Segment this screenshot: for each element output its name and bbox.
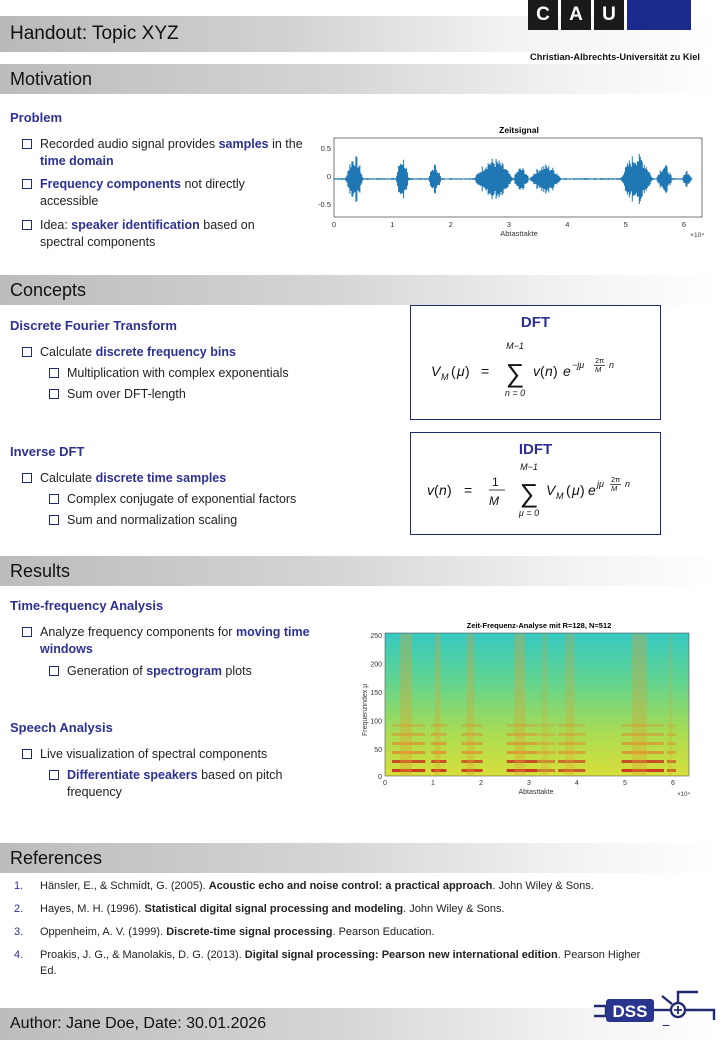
dft-title: Discrete Fourier Transform [10, 318, 177, 333]
reference-item: 2. Hayes, M. H. (1996). Statistical digital signal processing and modeling. John Wiley & Sons. [14, 903, 505, 915]
x-exponent: ×10⁴ [690, 232, 704, 239]
dss-logo [592, 986, 720, 1036]
checkbox-bullet-icon [49, 368, 59, 378]
page-title: Handout: Topic XYZ [0, 16, 720, 52]
spectrogram-column [632, 634, 647, 775]
idft-formula [411, 461, 660, 533]
sub-bullet: Complex conjugate of exponential factors [49, 491, 389, 508]
dft-formula [411, 334, 660, 414]
svg-text:jμ: jμ [597, 479, 604, 489]
x-tick: 2 [479, 780, 483, 787]
y-tick: 0.5 [320, 144, 331, 153]
svg-text:M: M [556, 491, 564, 501]
x-tick: 1 [390, 220, 395, 229]
dft-formula-box [410, 305, 661, 420]
svg-text:n = 0: n = 0 [504, 388, 526, 398]
svg-text:M: M [441, 372, 449, 382]
x-tick: 0 [331, 220, 337, 229]
checkbox-bullet-icon [22, 139, 32, 149]
svg-text:(: ( [540, 363, 545, 379]
time-signal-plot [312, 120, 712, 245]
svg-text:V: V [431, 363, 441, 379]
dft-box-title: DFT [520, 314, 551, 331]
svg-text:−: − [662, 1017, 671, 1033]
svg-text:∑: ∑ [505, 358, 525, 388]
checkbox-bullet-icon [22, 347, 32, 357]
reference-list [12, 878, 652, 986]
x-tick: 5 [623, 220, 628, 229]
x-tick: 6 [671, 780, 675, 787]
x-tick: 3 [527, 780, 531, 787]
bullet-speaker: Idea: speaker identification based on spectral components [22, 217, 287, 251]
bullet-dft: Calculate discrete frequency bins [22, 344, 392, 361]
checkbox-bullet-icon [22, 179, 32, 189]
svg-text:2π: 2π [595, 356, 605, 365]
spectrogram-column [400, 634, 412, 775]
spectrogram-column [565, 634, 575, 775]
x-axis-label: Abtasttakte [500, 229, 538, 238]
svg-text:1: 1 [492, 475, 499, 489]
svg-text:): ) [465, 363, 470, 379]
reference-item: 3. Oppenheim, A. V. (1999). Discrete-time signal processing. Pearson Education. [14, 926, 435, 938]
y-tick: 250 [370, 633, 382, 640]
author-footer: Author: Jane Doe, Date: 30.01.2026 [0, 1008, 720, 1040]
sub-bullet: Generation of spectrogram plots [49, 663, 329, 680]
svg-text:e: e [588, 482, 596, 498]
y-tick: 200 [370, 661, 382, 669]
svg-text:=: = [464, 482, 473, 498]
checkbox-bullet-icon [49, 494, 59, 504]
bullet-frequency: Frequency components not directly accessible [22, 176, 277, 210]
bullet-idft: Calculate discrete time samples [22, 470, 392, 487]
svg-text:v: v [533, 363, 540, 379]
svg-text:2π: 2π [611, 475, 621, 484]
y-axis-label: Frequenzindex μ [362, 683, 369, 736]
svg-text:): ) [553, 363, 558, 379]
svg-text:(: ( [566, 482, 571, 498]
svg-text:−jμ: −jμ [572, 360, 585, 370]
svg-text:M: M [489, 494, 499, 508]
svg-text:μ: μ [572, 482, 580, 498]
idft-title: Inverse DFT [10, 444, 85, 459]
svg-text:v: v [427, 482, 434, 498]
svg-text:(: ( [434, 482, 439, 498]
x-tick: 4 [565, 220, 570, 229]
idft-formula-box [410, 432, 661, 535]
idft-box-title: IDFT [518, 441, 553, 458]
svg-text:M: M [611, 484, 618, 493]
logo-letter-c: C [528, 0, 558, 30]
checkbox-bullet-icon [22, 749, 32, 759]
checkbox-bullet-icon [49, 389, 59, 399]
svg-text:n: n [625, 479, 631, 489]
spectrogram-column [669, 634, 672, 775]
university-name: Christian-Albrechts-Universität zu Kiel [530, 52, 700, 62]
x-tick: 4 [575, 780, 579, 787]
checkbox-bullet-icon [49, 515, 59, 525]
x-tick: 6 [681, 220, 687, 229]
svg-text:M−1: M−1 [506, 341, 524, 351]
section-references: References [0, 843, 720, 873]
sub-bullet: Sum over DFT-length [49, 386, 389, 403]
bullet-speech: Live visualization of spectral components [22, 746, 342, 763]
svg-text:μ: μ [457, 363, 465, 379]
x-tick: 1 [431, 780, 435, 787]
checkbox-bullet-icon [22, 627, 32, 637]
svg-text:n: n [609, 360, 615, 370]
section-motivation: Motivation [0, 64, 720, 94]
sub-bullet: Multiplication with complex exponentials [49, 365, 389, 382]
x-tick: 3 [506, 220, 512, 229]
x-tick: 2 [448, 220, 453, 229]
dss-logo-text: DSS [612, 1002, 648, 1021]
x-exponent: ×10⁴ [677, 792, 690, 798]
reference-item: 4. Proakis, J. G., & Manolakis, D. G. (2013). Digital signal processing: Pearson new international edition. Pearson Higher Ed. [14, 949, 641, 977]
section-results: Results [0, 556, 720, 586]
svg-text:∑: ∑ [519, 478, 539, 508]
spectrogram-column [467, 634, 474, 775]
y-tick: 50 [374, 747, 382, 754]
svg-text:M: M [595, 365, 602, 374]
checkbox-bullet-icon [22, 473, 32, 483]
y-tick: -0.5 [318, 200, 331, 209]
svg-text:n: n [545, 363, 553, 379]
svg-text:n: n [439, 482, 447, 498]
bullet-tf: Analyze frequency components for moving time windows [22, 624, 322, 658]
svg-text:μ = 0: μ = 0 [518, 508, 540, 518]
logo-blue-tile [627, 0, 691, 30]
svg-text:V: V [546, 482, 556, 498]
sub-bullet: Differentiate speakers based on pitch frequency [49, 767, 329, 801]
logo-letter-u: U [594, 0, 624, 30]
section-concepts: Concepts [0, 275, 720, 305]
tf-title: Time-frequency Analysis [10, 598, 164, 613]
plot-title: Zeitsignal [499, 125, 539, 135]
checkbox-bullet-icon [22, 220, 32, 230]
checkbox-bullet-icon [49, 666, 59, 676]
reference-item: 1. Hänsler, E., & Schmidt, G. (2005). Acoustic echo and noise control: a practical approach. John Wiley & Sons. [14, 880, 594, 892]
spectrogram-column [514, 634, 525, 775]
spectrogram-title: Zeit-Frequenz-Analyse mit R=128, N=512 [466, 621, 612, 630]
svg-text:): ) [580, 482, 585, 498]
university-logo [528, 0, 720, 64]
logo-letter-a: A [561, 0, 591, 30]
sub-bullet: Sum and normalization scaling [49, 512, 389, 529]
spectrogram-plot [356, 616, 696, 802]
checkbox-bullet-icon [49, 770, 59, 780]
spectrogram-column [542, 634, 548, 775]
svg-text:(: ( [451, 363, 456, 379]
bullet-samples: Recorded audio signal provides samples in the time domain [22, 136, 307, 170]
y-tick: 0 [378, 774, 382, 781]
y-tick: 0 [326, 172, 331, 181]
x-tick: 0 [383, 780, 387, 787]
svg-text:=: = [481, 363, 490, 379]
svg-text:e: e [563, 363, 571, 379]
y-tick: 150 [370, 690, 382, 697]
y-tick: 100 [370, 718, 382, 726]
svg-text:M−1: M−1 [520, 462, 538, 472]
problem-title: Problem [10, 110, 63, 125]
speech-title: Speech Analysis [10, 720, 113, 735]
x-axis-label: Abtasttakte [518, 789, 554, 796]
spectrogram-column [435, 634, 440, 775]
x-tick: 5 [623, 780, 627, 787]
svg-text:): ) [447, 482, 452, 498]
